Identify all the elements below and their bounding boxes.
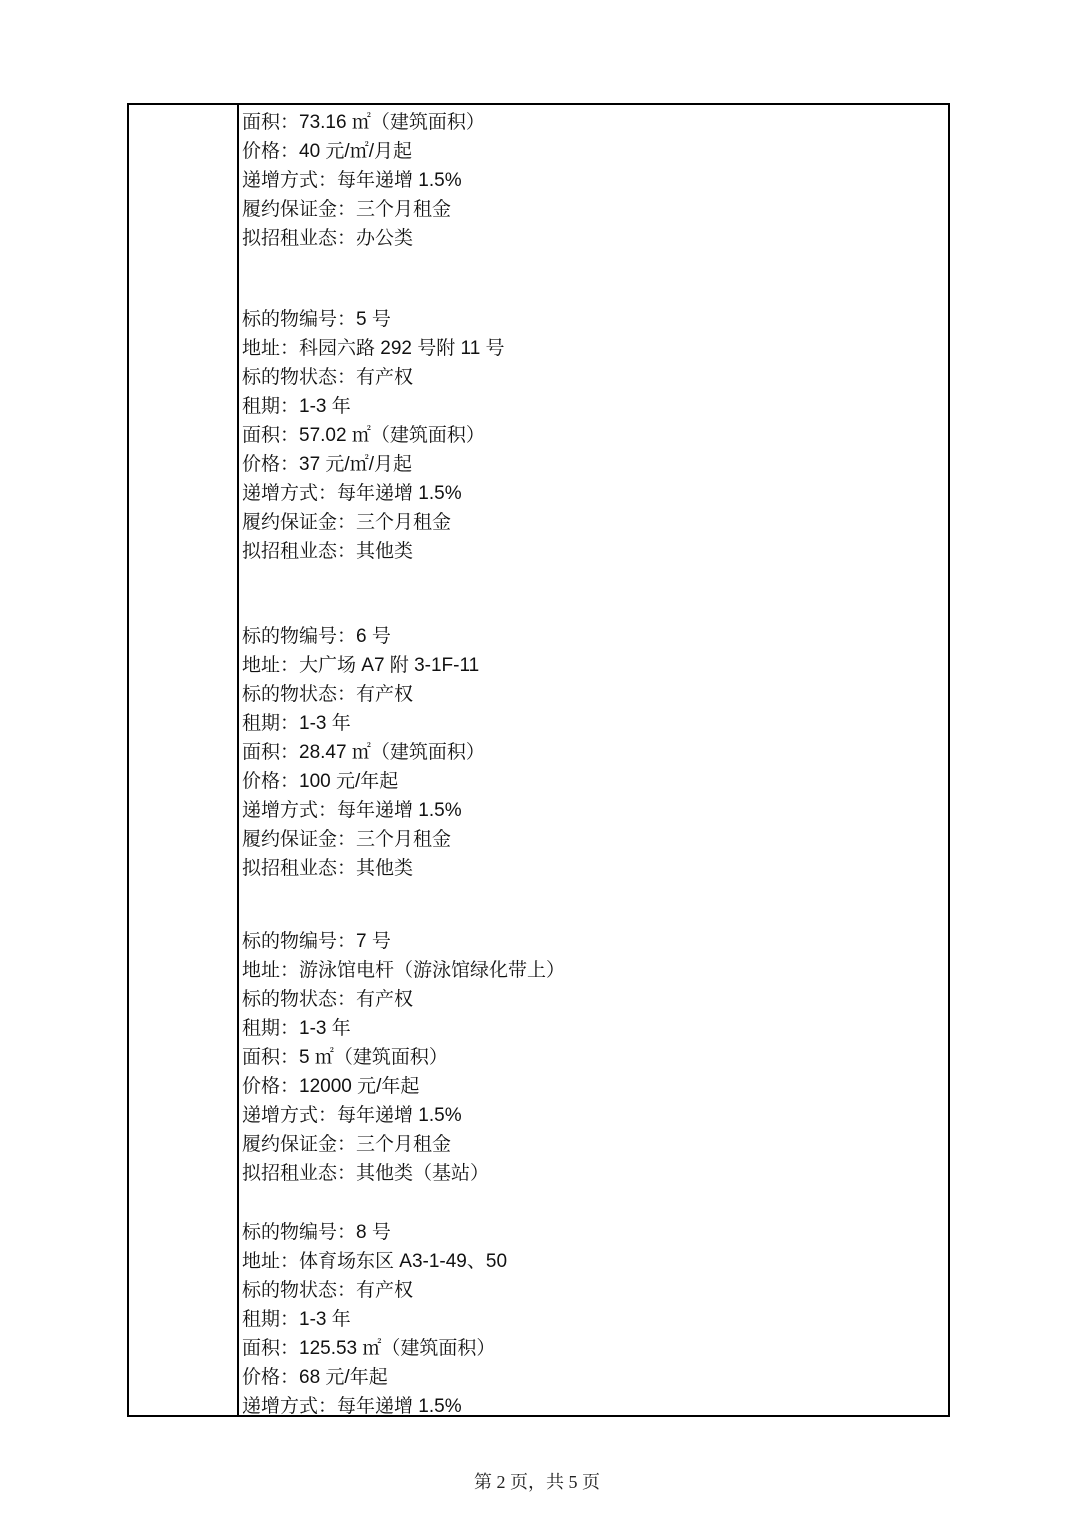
field-line-subject-no: 标的物编号：7 号 [242,931,391,952]
field-line-increase: 递增方式：每年递增 1.5% [242,170,462,191]
blank-line [242,1188,938,1218]
field-line-business-type: 拟招租业态：其他类 [242,858,414,879]
field-line-subject-no: 标的物编号：6 号 [242,626,391,647]
field-line-lease-term: 租期：1-3 年 [242,396,351,417]
field-line-increase: 递增方式：每年递增 1.5% [242,1105,462,1126]
table-row-label-cell-empty [129,105,239,1415]
field-line-lease-term: 租期：1-3 年 [242,1309,351,1330]
field-line-lease-term: 租期：1-3 年 [242,713,351,734]
field-line-area: 面积：73.16 ㎡（建筑面积） [242,112,485,133]
field-line-business-type: 拟招租业态：其他类（基站） [242,1163,490,1184]
field-line-address: 地址：游泳馆电杆（游泳馆绿化带上） [242,960,566,981]
field-line-increase: 递增方式：每年递增 1.5% [242,1396,462,1415]
field-line-area: 面积：28.47 ㎡（建筑面积） [242,742,485,763]
table-content-cell [239,105,948,1415]
field-line-price: 价格：12000 元/年起 [242,1076,420,1097]
field-line-area: 面积：125.53 ㎡（建筑面积） [242,1338,496,1359]
field-line-address: 地址：科园六路 292 号附 11 号 [242,338,505,359]
listing-block-6 [242,622,938,883]
blank-lines [242,566,938,622]
field-line-business-type: 拟招租业态：办公类 [242,228,414,249]
listing-block-4-continued [242,108,938,253]
field-line-subject-no: 标的物编号：5 号 [242,309,391,330]
field-line-price: 价格：100 元/年起 [242,771,399,792]
blank-lines [242,253,938,305]
field-line-area: 面积：5 ㎡（建筑面积） [242,1047,448,1068]
page-number-footer: 第 2 页，共 5 页 [474,1472,600,1492]
field-line-status: 标的物状态：有产权 [242,1280,414,1301]
field-line-increase: 递增方式：每年递增 1.5% [242,483,462,504]
field-line-subject-no: 标的物编号：8 号 [242,1222,391,1243]
field-line-price: 价格：40 元/㎡/月起 [242,141,412,162]
field-line-business-type: 拟招租业态：其他类 [242,541,414,562]
field-line-price: 价格：68 元/年起 [242,1367,388,1388]
field-line-status: 标的物状态：有产权 [242,367,414,388]
field-line-status: 标的物状态：有产权 [242,989,414,1010]
field-line-deposit: 履约保证金：三个月租金 [242,199,452,220]
field-line-address: 地址：体育场东区 A3-1-49、50 [242,1251,508,1272]
listing-block-7 [242,927,938,1188]
field-line-lease-term: 租期：1-3 年 [242,1018,351,1039]
field-line-deposit: 履约保证金：三个月租金 [242,1134,452,1155]
listing-block-5 [242,305,938,566]
field-line-deposit: 履约保证金：三个月租金 [242,512,452,533]
field-line-increase: 递增方式：每年递增 1.5% [242,800,462,821]
field-line-price: 价格：37 元/㎡/月起 [242,454,412,475]
listings-table [127,103,950,1417]
field-line-address: 地址：大广场 A7 附 3-1F-11 [242,655,480,676]
listing-block-8-continued [242,1218,938,1415]
field-line-status: 标的物状态：有产权 [242,684,414,705]
blank-lines [242,883,938,927]
field-line-area: 面积：57.02 ㎡（建筑面积） [242,425,485,446]
field-line-deposit: 履约保证金：三个月租金 [242,829,452,850]
